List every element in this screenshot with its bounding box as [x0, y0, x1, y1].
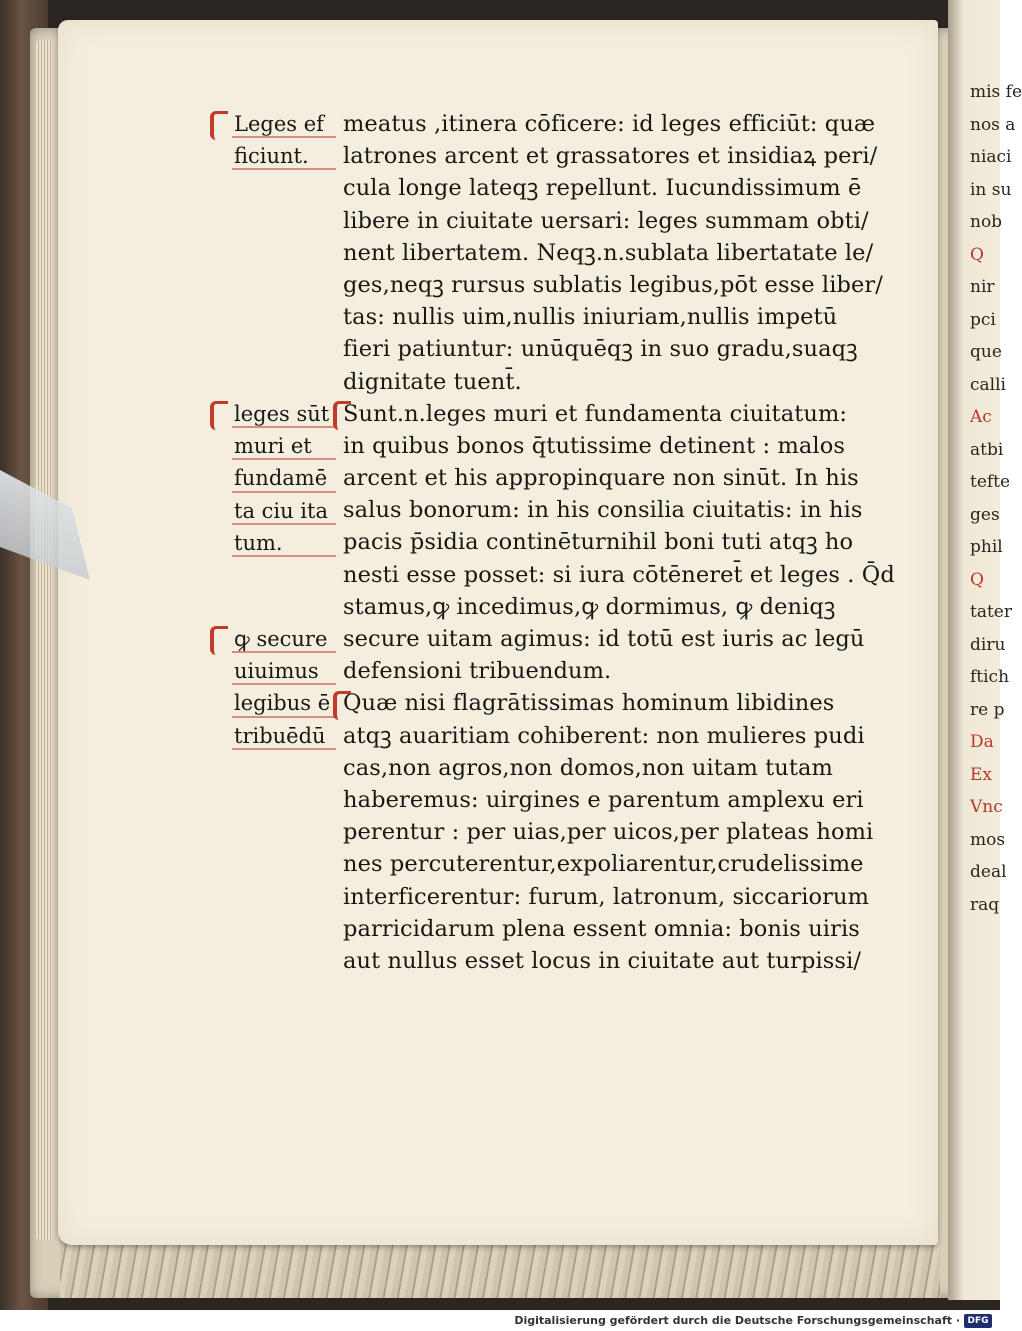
text-line: atqꝫ auaritiam cohiberent: non mulieres pudi	[343, 722, 865, 749]
gloss-text: tribuēdū	[234, 723, 326, 748]
red-underline	[232, 426, 336, 428]
red-underline	[232, 651, 336, 653]
gloss-line	[200, 398, 340, 430]
facing-page-line: pci	[970, 309, 996, 330]
gloss-line	[200, 687, 340, 719]
facing-page-line: nir	[970, 277, 995, 297]
facing-page-line: Q	[970, 569, 984, 590]
text-line: cula longe lateqꝫ repellunt. Iucundissimum ē	[343, 175, 862, 202]
red-underline	[232, 168, 336, 170]
margin-gloss-leges-efficiunt	[200, 108, 340, 172]
text-line: stamus,ꝙ incedimus,ꝙ dormimus, ꝙ deniqꝫ	[343, 593, 836, 620]
red-underline	[232, 136, 336, 138]
facing-page-line: re p	[970, 699, 1005, 720]
text-line: meatus ,itinera cōficere: id leges efficiūt: quæ	[343, 111, 876, 137]
text-line: arcent et his appropinquare non sinūt. In his	[343, 465, 859, 492]
gloss-line	[200, 462, 340, 494]
gloss-line	[200, 140, 340, 172]
gloss-text: Leges ef	[234, 112, 324, 136]
gloss-text: tum.	[234, 530, 283, 555]
facing-page-line: niaci	[970, 147, 1012, 167]
red-underline	[232, 683, 336, 685]
text-line: secure uitam agimus: id totū est iuris ac legū	[343, 626, 865, 652]
facing-page-line: Ac	[970, 407, 992, 427]
text-line: fieri patiuntur: unūquēqꝫ in suo gradu,suaqꝫ	[343, 336, 858, 363]
text-line: pacis p̄sidia continēturnihil boni tuti atqꝫ ho	[343, 529, 854, 556]
gloss-line	[200, 430, 340, 462]
facing-page-line: tater	[970, 602, 1012, 622]
gloss-line	[200, 623, 340, 655]
text-line: libere in ciuitate uersari: leges summam obti/	[343, 207, 869, 234]
main-text-column	[343, 108, 895, 977]
facing-page-line: tefte	[970, 472, 1011, 492]
gloss-line	[200, 108, 340, 140]
text-line: aut nullus esset locus in ciuitate aut turpissi/	[343, 947, 862, 974]
margin-gloss-leges-sunt-muri	[200, 398, 340, 559]
facing-page-line: Q	[970, 244, 984, 265]
text-line: dignitate tuent̄.	[343, 368, 522, 395]
footer-credit-text: Digitalisierung gefördert durch die Deutsche Forschungsgemeinschaft ·	[514, 1314, 960, 1327]
text-line: Quæ nisi flagrātissimas hominum libidines	[343, 690, 835, 717]
red-underline	[232, 716, 336, 718]
gloss-text: uiuimus	[234, 659, 319, 684]
gloss-text: legibus ē	[234, 691, 331, 716]
text-line: defensioni tribuendum.	[343, 658, 612, 685]
facing-page-line: mos	[970, 829, 1006, 850]
red-underline	[232, 458, 336, 460]
facing-page-line: deal	[970, 862, 1007, 882]
gloss-line	[200, 527, 340, 559]
marbled-bottom-edge	[60, 1238, 940, 1298]
digitization-footer	[0, 1310, 1000, 1331]
text-line: salus bonorum: in his consilia ciuitatis: in his	[343, 497, 863, 524]
text-line: perentur : per uias,per uicos,per plateas homi	[343, 819, 874, 846]
gloss-text: ficiunt.	[234, 144, 309, 169]
facing-page-line: Da	[970, 732, 994, 752]
gloss-text: leges sūt	[234, 402, 330, 426]
gloss-text: muri et	[234, 434, 312, 459]
text-line: haberemus: uirgines e parentum amplexu eri	[343, 786, 864, 813]
facing-page-line: atbi	[970, 439, 1004, 460]
text-line: interficerentur: furum, latronum, siccariorum	[343, 883, 870, 910]
text-line: nes percuterentur,expoliarentur,crudelissime	[343, 851, 864, 878]
facing-page-line: nob	[970, 212, 1003, 232]
gloss-line	[200, 655, 340, 687]
facing-page-line: que	[970, 342, 1002, 362]
text-line: latrones arcent et grassatores et insidiaꝝ peri/	[343, 143, 878, 170]
gloss-text: ta ciu ita	[234, 498, 328, 523]
dfg-logo-icon: DFG	[964, 1314, 992, 1328]
facing-page-line: calli	[970, 374, 1006, 395]
text-line: ges,neqꝫ rursus sublatis legibus,pōt esse liber/	[343, 271, 883, 298]
facing-page-line: mis fe	[970, 82, 1022, 102]
red-underline	[232, 491, 336, 493]
text-line: in quibus bonos q̄tutissime detinent : malos	[343, 432, 845, 459]
margin-gloss-secure-uiuimus	[200, 623, 340, 752]
facing-page-line: nos a	[970, 114, 1016, 135]
text-line: tas: nullis uim,nullis iniuriam,nullis impetū	[343, 304, 838, 331]
red-underline	[232, 555, 336, 557]
page-edges	[36, 40, 52, 1240]
gloss-line	[200, 495, 340, 527]
facing-page-line: ges	[970, 504, 1000, 525]
text-line: nent libertatem. Neqꝫ.n.sublata libertatate le/	[343, 239, 874, 266]
red-underline	[232, 523, 336, 525]
gloss-text: fundamē	[234, 466, 328, 491]
gloss-text: ꝙ secure	[234, 627, 328, 651]
facing-page-line: Vnc	[970, 797, 1003, 817]
red-underline	[232, 748, 336, 750]
facing-page-line: in su	[970, 179, 1012, 200]
facing-page-line: diru	[970, 634, 1006, 655]
facing-page-line: ftich	[970, 667, 1010, 687]
text-line: nesti esse posset: si iura cōtēneret̄ et leges . Q̄d	[343, 561, 895, 588]
text-line: cas,non agros,non domos,non uitam tutam	[343, 754, 833, 781]
facing-page-fragment	[948, 0, 1022, 1300]
gloss-line	[200, 720, 340, 752]
facing-page-line: Ex	[970, 764, 992, 785]
text-line: Sunt.n.leges muri et fundamenta ciuitatum:	[343, 400, 848, 427]
facing-page-line: phil	[970, 537, 1003, 557]
text-line: parricidarum plena essent omnia: bonis uiris	[343, 915, 860, 942]
facing-page-line: raq	[970, 894, 1000, 915]
